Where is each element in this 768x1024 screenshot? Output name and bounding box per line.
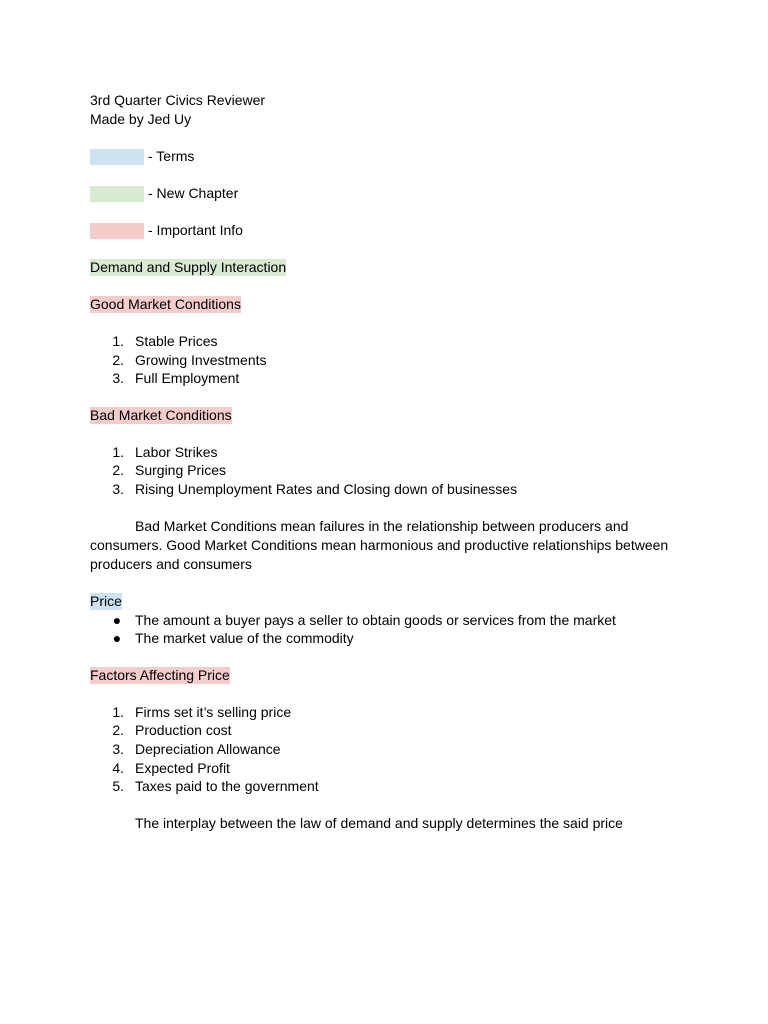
list-item: 3. Full Employment [112,370,240,387]
conditions-paragraph: Bad Market Conditions mean failures in the relationship between producers and consumers. Good Market Conditions mean harmonious and productive relationships between producers and consumers [90,517,669,572]
legend-swatch-important-info [90,223,144,239]
legend-label-important-info: - Important Info [148,222,243,238]
price-term: Price [90,592,122,609]
list-item: 1. Labor Strikes [112,443,218,460]
factors-heading: Factors Affecting Price [90,666,230,683]
list-item: ● The market value of the commodity [112,630,354,647]
list-item: 1. Firms set it’s selling price [112,703,292,720]
document-page [90,91,690,833]
good-conditions-list [90,332,690,388]
legend-important-info [90,221,690,240]
good-conditions-heading: Good Market Conditions [90,296,241,312]
price-bullets [90,611,690,648]
document-title: 3rd Quarter Civics Reviewer [90,92,266,108]
list-item: 2. Production cost [112,722,232,739]
factors-list [90,703,690,796]
list-item: 4. Expected Profit [112,759,230,776]
list-item: ● The amount a buyer pays a seller to obtain goods or services from the market [112,611,616,628]
legend-swatch-new-chapter [90,186,144,202]
closing-paragraph: The interplay between the law of demand and supply determines the said price [135,814,623,831]
legend-new-chapter [90,184,690,203]
list-item: 3. Depreciation Allowance [112,740,281,757]
list-item: 1. Stable Prices [112,333,218,349]
legend-label-new-chapter: - New Chapter [148,185,239,201]
legend-swatch-terms [90,149,144,165]
list-item: 5. Taxes paid to the government [112,778,319,795]
legend-terms [90,147,690,166]
legend-label-terms: - Terms [148,148,195,164]
bad-conditions-heading: Bad Market Conditions [90,406,232,423]
bad-conditions-list [90,443,690,499]
chapter-heading: Demand and Supply Interaction [90,259,287,275]
list-item: 2. Surging Prices [112,462,227,479]
list-item: 3. Rising Unemployment Rates and Closing down of businesses [112,480,518,497]
document-author: Made by Jed Uy [90,111,192,127]
list-item: 2. Growing Investments [112,351,267,368]
